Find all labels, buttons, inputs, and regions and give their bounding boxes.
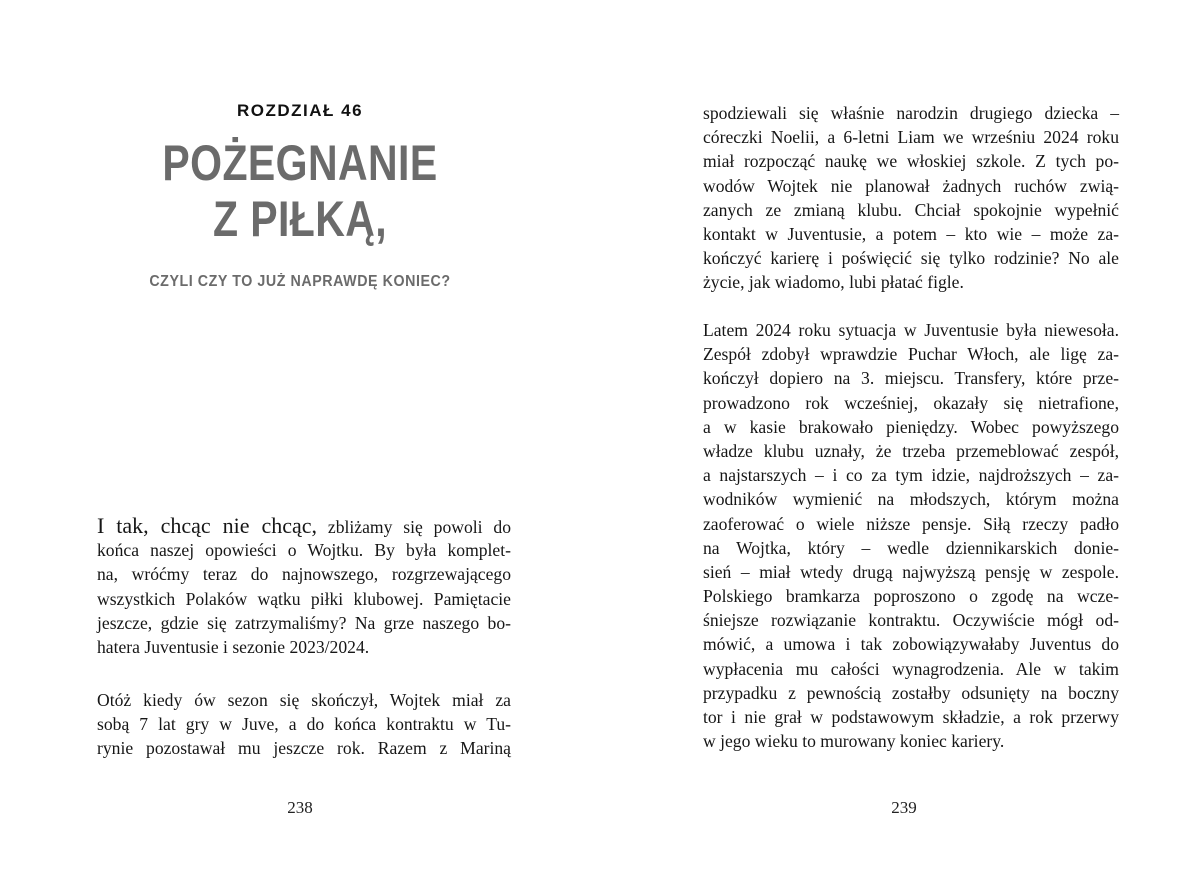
paragraph [703, 318, 1119, 753]
paragraph [97, 688, 511, 761]
text-line: śniejsze rozwiązanie kontraktu. Oczywiście mógł od- [703, 610, 1119, 631]
text-line: zanych ze zmianą klubu. Chciał spokojnie wypełnić [703, 199, 1119, 220]
text-line: na, wróćmy teraz do najnowszego, rozgrzewającego [97, 564, 511, 585]
chapter-title-line: POŻEGNANIE [162, 135, 438, 191]
text-line: sobą 7 lat gry w Juve, a do końca kontraktu w Tu- [97, 714, 511, 735]
chapter-subtitle: CZYLI CZY TO JUŻ NAPRAWDĘ KONIEC? [149, 273, 451, 290]
right-page [600, 0, 1200, 877]
text-line: hatera Juventusie i sezonie 2023/2024. [97, 636, 370, 657]
text-line: władze klubu uznały, że trzeba przemeblować zespół, [703, 440, 1119, 461]
chapter-title-line: Z PIŁKĄ, [212, 191, 388, 247]
text-line: wodników wymienić na młodszych, którym można [703, 489, 1119, 510]
text-line: Zespół zdobył wprawdzie Puchar Włoch, ale ligę za- [703, 344, 1119, 365]
paragraph [97, 514, 511, 659]
text-line: wodów Wojtek nie planował żadnych ruchów zwią- [703, 175, 1119, 196]
text-line: w jego wieku to murowany koniec kariery. [703, 731, 1005, 752]
text-line: Otóż kiedy ów sezon się skończył, Wojtek miał za [97, 690, 511, 710]
text-line: kontakt w Juventusie, a potem – kto wie – może za- [703, 223, 1119, 244]
text-line: Polskiego bramkarza poproszono o zgodę na wcze- [703, 586, 1119, 607]
text-line: kończył dopiero na 3. miejscu. Transfery, które prze- [703, 368, 1119, 389]
text-line: wszystkich Polaków wątku piłki klubowej. Pamiętacie [97, 588, 511, 609]
text-line: przypadku z pewnością zostałby odsunięty na boczny [703, 682, 1119, 703]
text-line: tor i nie grał w podstawowym składzie, a rok przerwy [703, 707, 1119, 727]
text-line: rynie pozostawał mu jeszcze rok. Razem z Mariną [97, 738, 511, 759]
text-line: córeczki Noelii, a 6-letni Liam we wrześniu 2024 roku [703, 127, 1119, 148]
text-line [97, 514, 511, 538]
lead-in: I tak, chcąc nie chcąc, [97, 513, 318, 538]
page-number: 239 [891, 798, 917, 817]
text-line: a w kasie brakowało pieniędzy. Wobec powyższego [703, 416, 1119, 437]
text-line: jeszcze, gdzie się zatrzymaliśmy? Na grze naszego bo- [97, 612, 511, 633]
text-line: na Wojtka, który – wedle dziennikarskich donie- [703, 537, 1119, 558]
text-line: zaoferować o wiele niższe pensje. Siłą rzeczy padło [703, 513, 1119, 534]
page-number: 238 [287, 798, 313, 817]
text-line: życie, jak wiadomo, lubi płatać figle. [703, 272, 964, 293]
text-line-rest: zbliżamy się powoli do [317, 517, 511, 537]
text-line: prowadzono rok wcześniej, okazały się nietrafione, [703, 392, 1119, 413]
text-line: wypłacenia mu całości wynagrodzenia. Ale w takim [703, 658, 1119, 679]
text-line: kończyć karierę i poświęcić się tylko rodzinie? No ale [703, 248, 1119, 269]
text-line: Latem 2024 roku sytuacja w Juventusie była niewesoła. [703, 320, 1119, 340]
text-line: sień – miał wtedy drugą najwyższą pensję w zespole. [703, 561, 1119, 582]
paragraph [703, 101, 1119, 295]
text-line: a najstarszych – i co za tym idzie, najdroższych – za- [703, 465, 1119, 486]
chapter-label: ROZDZIAŁ 46 [236, 101, 364, 120]
text-line: miał rozpocząć naukę we włoskiej szkole. Z tych po- [703, 151, 1119, 172]
chapter-title [54, 135, 546, 247]
text-line: końca naszej opowieści o Wojtku. By była komplet- [97, 540, 511, 561]
text-line: spodziewali się właśnie narodzin drugiego dziecka – [703, 103, 1119, 123]
text-line: mówić, a umowa i tak zobowiązywałaby Juventus do [703, 634, 1119, 655]
